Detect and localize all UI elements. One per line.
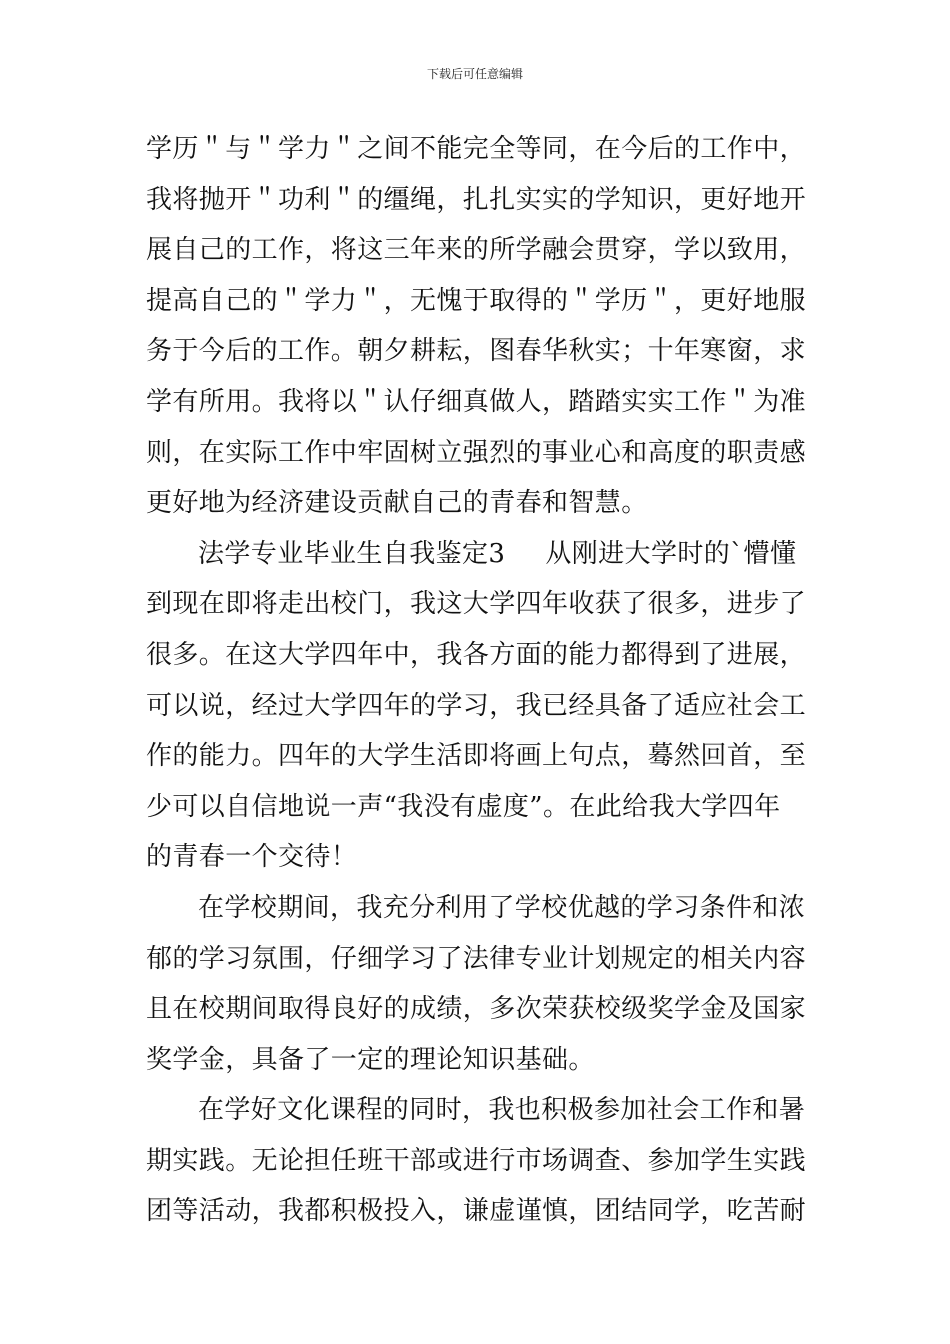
text-line: 的青春一个交待！: [146, 842, 358, 873]
paragraph-first-line: 在学好文化课程的同时，我也积极参加社会工作和暑: [198, 1095, 806, 1126]
section-heading: 法学专业毕业生自我鉴定3: [198, 538, 506, 569]
text-line: 更好地为经济建设贡献自己的青春和智慧。: [146, 488, 648, 519]
paragraph-first-line: 在学校期间，我充分利用了学校优越的学习条件和浓: [198, 892, 806, 923]
text-line: 作的能力。四年的大学生活即将画上句点，蓦然回首，至: [146, 741, 807, 772]
section-opening-text: 从刚进大学时的`懵懂: [545, 538, 797, 569]
section-heading-line: [146, 529, 811, 580]
text-line: 学历＂与＂学力＂之间不能完全等同，在今后的工作中，: [146, 134, 807, 164]
text-line: 奖学金，具备了一定的理论知识基础。: [146, 1044, 595, 1075]
text-line: 少可以自信地说一声“我没有虚度”。在此给我大学四年: [146, 791, 781, 822]
text-line: 郁的学习氛围，仔细学习了法律专业计划规定的相关内容: [146, 943, 807, 974]
page-header: 下载后可任意编辑: [426, 67, 523, 81]
text-line: 且在校期间取得良好的成绩，多次荣获校级奖学金及国家: [146, 994, 807, 1025]
text-line: 期实践。无论担任班干部或进行市场调查、参加学生实践: [146, 1145, 807, 1176]
text-line: 到现在即将走出校门，我这大学四年收获了很多，进步了: [146, 589, 807, 620]
text-line: 我将抛开＂功利＂的缰绳，扎扎实实的学知识，更好地开: [146, 184, 807, 215]
text-line: 团等活动，我都积极投入，谦虚谨慎，团结同学，吃苦耐: [146, 1196, 807, 1227]
text-line: 很多。在这大学四年中，我各方面的能力都得到了进展，: [146, 639, 807, 670]
text-line: 展自己的工作，将这三年来的所学融会贯穿，学以致用，: [146, 235, 807, 266]
text-line: 学有所用。我将以＂认仔细真做人，踏踏实实工作＂为准: [146, 386, 807, 417]
document-body: [146, 124, 811, 1237]
text-line: 务于今后的工作。朝夕耕耘，图春华秋实；十年寒窗，求: [146, 336, 807, 367]
text-line: 则，在实际工作中牢固树立强烈的事业心和高度的职责感: [146, 437, 807, 468]
text-line: 提高自己的＂学力＂，无愧于取得的＂学历＂，更好地服: [146, 285, 807, 316]
text-line: 可以说，经过大学四年的学习，我已经具备了适应社会工: [146, 690, 807, 721]
